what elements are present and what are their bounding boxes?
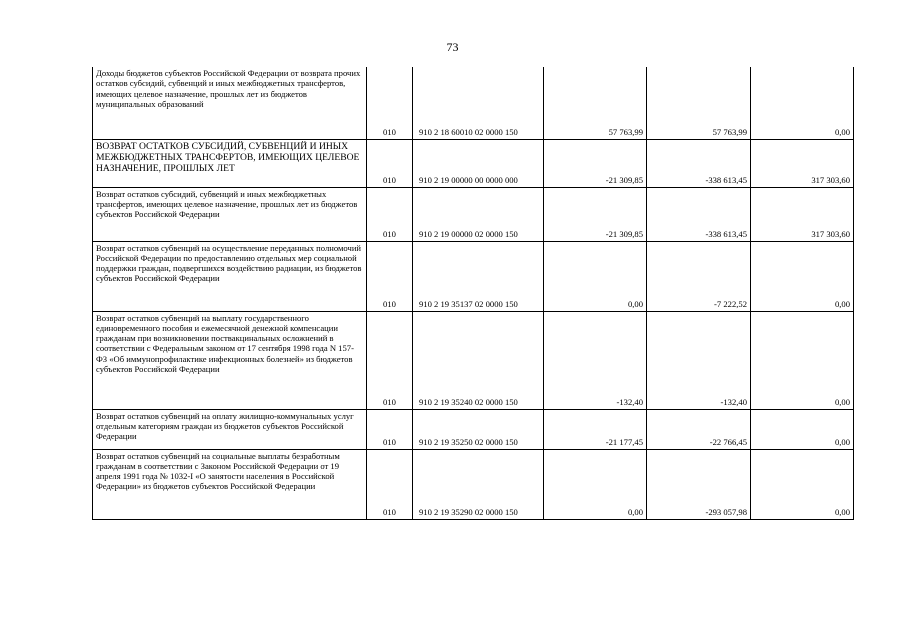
row-value-2: -293 057,98 xyxy=(647,449,751,519)
row-description: ВОЗВРАТ ОСТАТКОВ СУБСИДИЙ, СУБВЕНЦИЙ И ИНЫХ МЕЖБЮДЖЕТНЫХ ТРАНСФЕРТОВ, ИМЕЮЩИХ ЦЕЛЕВОЕ НАЗНАЧЕНИЕ, ПРОШЛЫХ ЛЕТ xyxy=(93,139,367,187)
row-description: Возврат остатков субвенций на оплату жилищно-коммунальных услуг отдельным категориям граждан из бюджетов субъектов Российской Федерации xyxy=(93,409,367,449)
row-value-1: -21 309,85 xyxy=(544,187,647,241)
row-description: Возврат остатков субвенций на выплату государственного единовременного пособия и ежемесячной денежной компенсации гражданам при возникновении поствакцинальных осложнений в соответствии с Федеральным законом от 17 сентября 1998 года N 157-ФЗ «Об иммунопрофилактике инфекционных болезней» из бюджетов субъектов Российской Федерации xyxy=(93,311,367,409)
row-description: Возврат остатков субвенций на социальные выплаты безработным гражданам в соответствии с Законом Российской Федерации от 19 апреля 1991 года № 1032-I «О занятости населения в Российской Федерации» из бюджетов субъектов Российской Федерации xyxy=(93,449,367,519)
row-value-2: -22 766,45 xyxy=(647,409,751,449)
table-row xyxy=(93,67,854,139)
row-value-1: 57 763,99 xyxy=(544,67,647,139)
row-line-code: 010 xyxy=(367,409,413,449)
row-budget-code: 910 2 19 35290 02 0000 150 xyxy=(413,449,544,519)
row-value-3: 0,00 xyxy=(751,241,854,311)
row-value-2: -338 613,45 xyxy=(647,139,751,187)
row-value-2: 57 763,99 xyxy=(647,67,751,139)
row-line-code: 010 xyxy=(367,187,413,241)
row-budget-code: 910 2 19 00000 00 0000 000 xyxy=(413,139,544,187)
row-budget-code: 910 2 19 35250 02 0000 150 xyxy=(413,409,544,449)
row-value-2: -132,40 xyxy=(647,311,751,409)
row-value-3: 0,00 xyxy=(751,67,854,139)
row-budget-code: 910 2 19 00000 02 0000 150 xyxy=(413,187,544,241)
table-row xyxy=(93,449,854,519)
row-value-2: -7 222,52 xyxy=(647,241,751,311)
row-budget-code: 910 2 19 35137 02 0000 150 xyxy=(413,241,544,311)
row-line-code: 010 xyxy=(367,67,413,139)
row-value-1: 0,00 xyxy=(544,449,647,519)
row-value-3: 317 303,60 xyxy=(751,187,854,241)
row-line-code: 010 xyxy=(367,139,413,187)
page-number: 73 xyxy=(446,40,459,54)
budget-revenue-table xyxy=(92,67,854,520)
row-description: Возврат остатков субсидий, субвенций и иных межбюджетных трансфертов, имеющих целевое назначение, прошлых лет из бюджетов субъектов Российской Федерации xyxy=(93,187,367,241)
table-row xyxy=(93,187,854,241)
row-line-code: 010 xyxy=(367,241,413,311)
table-row xyxy=(93,139,854,187)
row-value-1: -132,40 xyxy=(544,311,647,409)
table-row xyxy=(93,311,854,409)
row-value-3: 0,00 xyxy=(751,409,854,449)
row-description: Возврат остатков субвенций на осуществление переданных полномочий Российской Федерации по предоставлению отдельных мер социальной поддержки граждан, подвергшихся воздействию радиации, из бюджетов субъектов Российской Федерации xyxy=(93,241,367,311)
row-budget-code: 910 2 18 60010 02 0000 150 xyxy=(413,67,544,139)
row-description: Доходы бюджетов субъектов Российской Федерации от возврата прочих остатков субсидий, субвенций и иных межбюджетных трансфертов, имеющих целевое назначение, прошлых лет из бюджетов муниципальных образований xyxy=(93,67,367,139)
row-value-1: 0,00 xyxy=(544,241,647,311)
row-value-3: 317 303,60 xyxy=(751,139,854,187)
row-budget-code: 910 2 19 35240 02 0000 150 xyxy=(413,311,544,409)
row-value-1: -21 177,45 xyxy=(544,409,647,449)
row-value-2: -338 613,45 xyxy=(647,187,751,241)
row-value-3: 0,00 xyxy=(751,449,854,519)
table-row xyxy=(93,409,854,449)
row-value-3: 0,00 xyxy=(751,311,854,409)
row-line-code: 010 xyxy=(367,449,413,519)
row-line-code: 010 xyxy=(367,311,413,409)
table-row xyxy=(93,241,854,311)
row-value-1: -21 309,85 xyxy=(544,139,647,187)
